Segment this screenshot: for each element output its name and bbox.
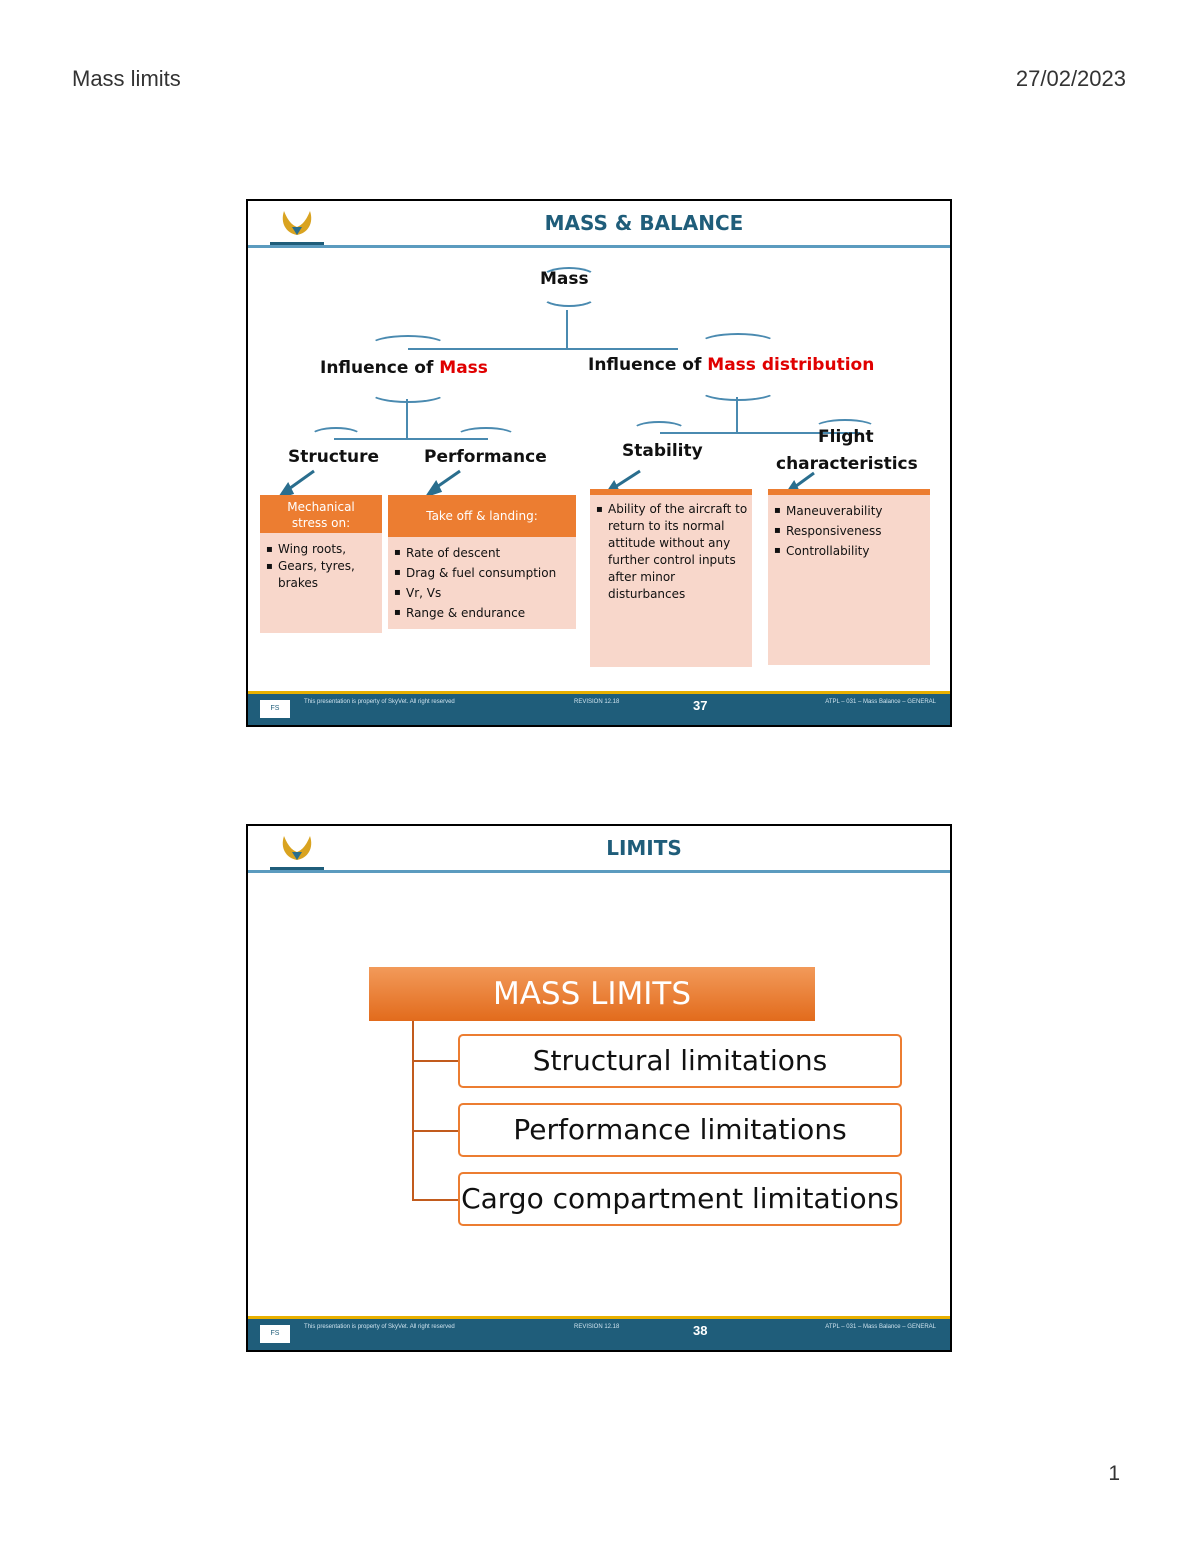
structure-header: Mechanical stress on: (260, 495, 382, 533)
footer-logo-box: FS (260, 1325, 290, 1343)
node-flight-line2: characteristics (776, 454, 918, 474)
page-number: 1 (1108, 1462, 1120, 1485)
slide-footer (248, 1316, 950, 1350)
node-stability: Stability (622, 441, 703, 461)
flight-training-logo (266, 830, 328, 872)
footer-course: ATPL – 031 – Mass Balance – GENERAL (825, 699, 936, 705)
cargo-limitations-box: Cargo compartment limitations (458, 1172, 902, 1226)
list-item: ▪ Ability of the aircraft to return to its normal attitude without any further control inputs after minor disturbances (596, 501, 748, 603)
footer-logo-box: FS (260, 700, 290, 718)
node-structure: Structure (288, 447, 380, 467)
connector (412, 1199, 458, 1201)
list-item: ▪ Wing roots, (266, 541, 378, 558)
flight-box (768, 495, 930, 665)
page-header-title: Mass limits (72, 66, 181, 91)
stability-box (590, 495, 752, 667)
slide-footer (248, 691, 950, 725)
performance-limitations-box: Performance limitations (458, 1103, 902, 1157)
list-item: ▪ Responsiveness (774, 521, 926, 541)
connector (412, 1060, 458, 1062)
node-influence-of-mass: Influence of Mass (320, 358, 488, 378)
node-mass: Mass (540, 269, 589, 289)
list-item: ▪ Controllability (774, 541, 926, 561)
footer-revision: REVISION 12.18 (574, 1324, 620, 1330)
footer-copyright: This presentation is property of SkyVet. All right reserved (304, 1324, 455, 1330)
flight-list (768, 495, 930, 561)
list-item: ▪ Rate of descent (394, 543, 572, 563)
structural-limitations-box: Structural limitations (458, 1034, 902, 1088)
performance-header: Take off & landing: (388, 495, 576, 537)
page-header-date: 27/02/2023 (1015, 66, 1126, 91)
slide-mass-balance (246, 199, 952, 727)
slide-title: MASS & BALANCE (544, 211, 744, 235)
structure-box (260, 533, 382, 633)
footer-copyright: This presentation is property of SkyVet. All right reserved (304, 699, 455, 705)
list-item: ▪ Maneuverability (774, 501, 926, 521)
footer-revision: REVISION 12.18 (574, 699, 620, 705)
node-influence-of-mass-distribution: Influence of Mass distribution (588, 355, 875, 375)
footer-course: ATPL – 031 – Mass Balance – GENERAL (825, 1324, 936, 1330)
slide-title: LIMITS (606, 836, 682, 860)
list-item: ▪ Gears, tyres, brakes (266, 558, 378, 592)
performance-box (388, 537, 576, 629)
list-item: ▪ Vr, Vs (394, 583, 572, 603)
node-performance: Performance (424, 447, 547, 467)
slide-limits (246, 824, 952, 1352)
mass-limits-box: MASS LIMITS (369, 967, 815, 1021)
slide-number: 38 (693, 1323, 708, 1338)
stability-list (590, 495, 752, 603)
connector (412, 1130, 458, 1132)
title-divider (248, 870, 950, 873)
list-item: ▪ Range & endurance (394, 603, 572, 623)
performance-list (388, 537, 576, 623)
slide-number: 37 (693, 698, 708, 713)
node-flight-line1: Flight (818, 427, 874, 447)
list-item: ▪ Drag & fuel consumption (394, 563, 572, 583)
structure-list (260, 533, 382, 592)
connector (412, 1021, 414, 1201)
